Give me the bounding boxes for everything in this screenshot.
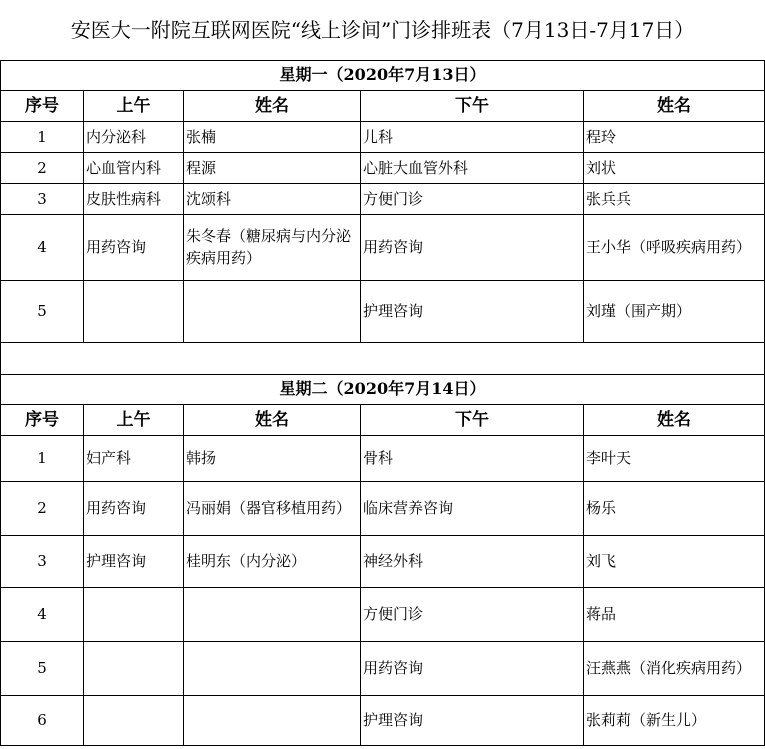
cell-afternoon-name: 蒋品 [584, 587, 765, 641]
cell-morning: 心血管内科 [84, 152, 184, 183]
cell-morning-name: 张楠 [184, 121, 361, 152]
cell-morning-name: 冯丽娟（器官移植用药） [184, 481, 361, 535]
cell-morning [84, 280, 184, 342]
table-row [1, 280, 765, 342]
column-header-no: 序号 [1, 90, 84, 121]
cell-afternoon: 用药咨询 [361, 214, 584, 280]
cell-afternoon-name: 程玲 [584, 121, 765, 152]
cell-afternoon-name: 张兵兵 [584, 183, 765, 214]
column-header-afternoon: 下午 [361, 404, 584, 435]
cell-morning: 内分泌科 [84, 121, 184, 152]
cell-no: 1 [1, 435, 84, 481]
day-header-row [1, 60, 765, 90]
cell-morning-name: 朱冬春（糖尿病与内分泌疾病用药） [184, 214, 361, 280]
cell-no: 2 [1, 152, 84, 183]
column-header-afternoon-name: 姓名 [584, 90, 765, 121]
cell-no: 3 [1, 183, 84, 214]
cell-morning: 用药咨询 [84, 481, 184, 535]
column-header-row [1, 404, 765, 435]
column-header-afternoon: 下午 [361, 90, 584, 121]
cell-no: 4 [1, 214, 84, 280]
cell-morning: 护理咨询 [84, 535, 184, 587]
cell-afternoon: 儿科 [361, 121, 584, 152]
cell-no: 5 [1, 280, 84, 342]
day-header-row [1, 374, 765, 404]
title-row [1, 0, 765, 60]
cell-afternoon: 用药咨询 [361, 641, 584, 695]
cell-no: 2 [1, 481, 84, 535]
cell-morning [84, 641, 184, 695]
cell-morning-name [184, 695, 361, 745]
cell-morning [84, 695, 184, 745]
cell-afternoon-name: 刘瑾（围产期） [584, 280, 765, 342]
cell-morning-name: 韩扬 [184, 435, 361, 481]
cell-morning-name [184, 641, 361, 695]
cell-morning [84, 587, 184, 641]
cell-afternoon-name: 张莉莉（新生儿） [584, 695, 765, 745]
table-row [1, 535, 765, 587]
cell-no: 1 [1, 121, 84, 152]
cell-morning-name: 沈颂科 [184, 183, 361, 214]
cell-no: 3 [1, 535, 84, 587]
cell-no: 4 [1, 587, 84, 641]
table-row [1, 183, 765, 214]
cell-afternoon: 护理咨询 [361, 695, 584, 745]
table-row [1, 695, 765, 745]
page-title: 安医大一附院互联网医院“线上诊间”门诊排班表（7月13日-7月17日） [1, 0, 765, 60]
cell-afternoon: 心脏大血管外科 [361, 152, 584, 183]
day-label: 星期一（2020年7月13日） [1, 60, 765, 90]
cell-afternoon-name: 刘状 [584, 152, 765, 183]
column-header-morning: 上午 [84, 90, 184, 121]
cell-morning-name [184, 587, 361, 641]
column-header-morning-name: 姓名 [184, 90, 361, 121]
table-row [1, 152, 765, 183]
cell-afternoon: 方便门诊 [361, 183, 584, 214]
cell-afternoon: 骨科 [361, 435, 584, 481]
table-row [1, 481, 765, 535]
column-header-row [1, 90, 765, 121]
column-header-no: 序号 [1, 404, 84, 435]
cell-morning: 皮肤性病科 [84, 183, 184, 214]
spacer-cell [1, 342, 765, 374]
column-header-morning: 上午 [84, 404, 184, 435]
cell-morning: 用药咨询 [84, 214, 184, 280]
cell-afternoon-name: 汪燕燕（消化疾病用药） [584, 641, 765, 695]
cell-afternoon-name: 刘飞 [584, 535, 765, 587]
cell-afternoon: 神经外科 [361, 535, 584, 587]
cell-afternoon: 临床营养咨询 [361, 481, 584, 535]
table-row [1, 435, 765, 481]
cell-no: 5 [1, 641, 84, 695]
cell-afternoon-name: 李叶天 [584, 435, 765, 481]
table-row [1, 641, 765, 695]
cell-afternoon: 方便门诊 [361, 587, 584, 641]
cell-morning: 妇产科 [84, 435, 184, 481]
column-header-afternoon-name: 姓名 [584, 404, 765, 435]
table-row [1, 587, 765, 641]
day-label: 星期二（2020年7月14日） [1, 374, 765, 404]
cell-afternoon: 护理咨询 [361, 280, 584, 342]
spacer-row [1, 342, 765, 374]
cell-morning-name: 程源 [184, 152, 361, 183]
table-row [1, 214, 765, 280]
cell-afternoon-name: 王小华（呼吸疾病用药） [584, 214, 765, 280]
schedule-body [1, 0, 765, 745]
column-header-morning-name: 姓名 [184, 404, 361, 435]
cell-afternoon-name: 杨乐 [584, 481, 765, 535]
table-row [1, 121, 765, 152]
cell-morning-name [184, 280, 361, 342]
cell-no: 6 [1, 695, 84, 745]
cell-morning-name: 桂明东（内分泌） [184, 535, 361, 587]
